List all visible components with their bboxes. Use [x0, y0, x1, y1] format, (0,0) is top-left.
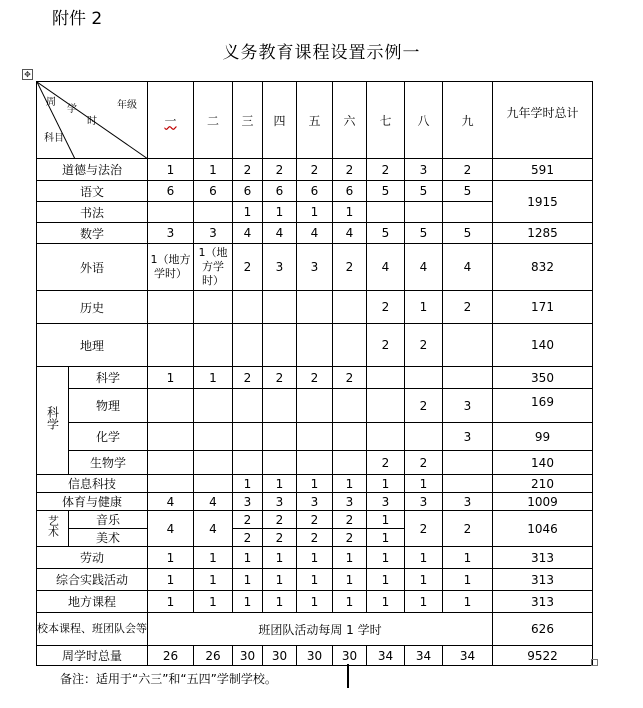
- subject-shuxue: 数学: [37, 223, 148, 244]
- cell: 3: [148, 223, 194, 244]
- table-row: [37, 493, 593, 511]
- cell: 2: [405, 511, 443, 547]
- cell: [148, 324, 194, 367]
- cell: 3: [443, 389, 493, 423]
- grade-2-header: 二: [194, 82, 233, 159]
- subject-zonghe: 综合实践活动: [37, 569, 148, 591]
- header-diag-nianji: 年级: [117, 100, 137, 111]
- cell: [297, 324, 333, 367]
- table-row: [37, 569, 593, 591]
- cell: 5: [405, 181, 443, 202]
- cell: 1: [297, 475, 333, 493]
- table-row: [37, 591, 593, 613]
- cell: 3: [263, 493, 297, 511]
- cell: 1: [333, 569, 367, 591]
- cell: 4: [297, 223, 333, 244]
- table-row: [37, 367, 593, 389]
- table-row: [37, 511, 593, 529]
- cell: 3: [233, 493, 263, 511]
- total-cell: 1009: [493, 493, 593, 511]
- header-diag-kemu: 科目: [44, 133, 64, 144]
- cell: [297, 451, 333, 475]
- cell: 1: [297, 591, 333, 613]
- total-cell: 169: [493, 389, 593, 423]
- cell: 1: [333, 547, 367, 569]
- cell: 3: [263, 244, 297, 291]
- cell: 2: [263, 529, 297, 547]
- cell: 2: [367, 159, 405, 181]
- cell: 1: [367, 511, 405, 529]
- cell: 1: [263, 569, 297, 591]
- cell: 2: [233, 159, 263, 181]
- cell: [194, 202, 233, 223]
- table-row: [37, 324, 593, 367]
- cell: 1: [367, 529, 405, 547]
- cell: 2: [443, 291, 493, 324]
- table-row: [37, 223, 593, 244]
- cell: 30: [297, 646, 333, 666]
- total-cell: 1046: [493, 511, 593, 547]
- cell: [443, 367, 493, 389]
- footnote: 备注：适用于“六三”和“五四”学制学校。: [60, 672, 277, 686]
- cell: [333, 451, 367, 475]
- cell: 1: [405, 291, 443, 324]
- cell: 5: [443, 223, 493, 244]
- total-cell: 1285: [493, 223, 593, 244]
- cell: 6: [233, 181, 263, 202]
- cell: 1（地方学时）: [194, 244, 233, 291]
- subject-xiaoben: 校本课程、班团队会等: [37, 613, 148, 646]
- cell: 1: [263, 591, 297, 613]
- cell: [148, 423, 194, 451]
- cell: 2: [405, 324, 443, 367]
- subject-daode: 道德与法治: [37, 159, 148, 181]
- subject-meishu: 美术: [69, 529, 148, 547]
- cell: 1: [233, 547, 263, 569]
- cell: 2: [405, 389, 443, 423]
- cell: [333, 389, 367, 423]
- grade-1-label: 一: [164, 113, 177, 128]
- subject-wuli: 物理: [69, 389, 148, 423]
- cell: 26: [194, 646, 233, 666]
- cell: 2: [333, 511, 367, 529]
- cell: 26: [148, 646, 194, 666]
- cell: [194, 389, 233, 423]
- cell: [263, 324, 297, 367]
- cell: [263, 451, 297, 475]
- cell: [263, 389, 297, 423]
- cell: 2: [233, 367, 263, 389]
- cell: 6: [194, 181, 233, 202]
- total-cell: 140: [493, 451, 593, 475]
- cell: 4: [263, 223, 297, 244]
- cell: 2: [233, 244, 263, 291]
- cell: 1: [194, 367, 233, 389]
- table-row: [37, 244, 593, 291]
- cell: 2: [297, 511, 333, 529]
- cell: 4: [443, 244, 493, 291]
- grade-7-header: 七: [367, 82, 405, 159]
- total-cell: 313: [493, 591, 593, 613]
- total-cell: 313: [493, 547, 593, 569]
- cell: [405, 423, 443, 451]
- cell: 34: [443, 646, 493, 666]
- total-header: 九年学时总计: [493, 82, 593, 159]
- group-yishu-label: 艺术: [46, 515, 60, 537]
- total-cell: 1915: [493, 181, 593, 223]
- grade-4-header: 四: [263, 82, 297, 159]
- cell: 4: [148, 511, 194, 547]
- cell: 1: [367, 569, 405, 591]
- cell: [263, 291, 297, 324]
- cell: 4: [194, 511, 233, 547]
- cell: 2: [443, 511, 493, 547]
- table-row: [37, 613, 593, 646]
- header-diag-shi: 时: [87, 116, 97, 127]
- cell: [443, 324, 493, 367]
- cell: 1: [367, 591, 405, 613]
- cell: [233, 451, 263, 475]
- cell: 1: [233, 475, 263, 493]
- cell: 1: [405, 547, 443, 569]
- cell: [148, 389, 194, 423]
- cell: 2: [297, 529, 333, 547]
- subject-dili: 地理: [37, 324, 148, 367]
- cell: 4: [194, 493, 233, 511]
- cell: 4: [367, 244, 405, 291]
- cell: [367, 367, 405, 389]
- table-row: [37, 159, 593, 181]
- cell: 1: [148, 547, 194, 569]
- cell: [194, 423, 233, 451]
- cell: 30: [263, 646, 297, 666]
- table-row: [37, 646, 593, 666]
- cell: 1: [233, 591, 263, 613]
- grade-5-header: 五: [297, 82, 333, 159]
- cell: 3: [405, 159, 443, 181]
- total-cell: 832: [493, 244, 593, 291]
- cell: 1: [194, 547, 233, 569]
- cell: 2: [367, 451, 405, 475]
- cell: 1: [148, 569, 194, 591]
- cell: [233, 389, 263, 423]
- cell: 2: [233, 511, 263, 529]
- cell: 30: [333, 646, 367, 666]
- table-row: [37, 423, 593, 451]
- cell: 2: [333, 159, 367, 181]
- text-cursor: [347, 664, 349, 688]
- subject-waiyu: 外语: [37, 244, 148, 291]
- cell: 4: [333, 223, 367, 244]
- cell: 4: [233, 223, 263, 244]
- subject-zhou-total: 周学时总量: [37, 646, 148, 666]
- table-row: [37, 451, 593, 475]
- subject-yinyue: 音乐: [69, 511, 148, 529]
- table-move-handle-icon[interactable]: ✥: [22, 69, 33, 80]
- subject-shengwu: 生物学: [69, 451, 148, 475]
- cell: 30: [233, 646, 263, 666]
- cell: [405, 367, 443, 389]
- cell: 1: [148, 367, 194, 389]
- cell: 1: [263, 475, 297, 493]
- cell: [367, 423, 405, 451]
- subject-xinxi: 信息科技: [37, 475, 148, 493]
- cell: [233, 291, 263, 324]
- table-row: [37, 475, 593, 493]
- total-cell: 350: [493, 367, 593, 389]
- cell: 1: [263, 202, 297, 223]
- cell: 2: [263, 159, 297, 181]
- cell: 5: [443, 181, 493, 202]
- cell: 2: [443, 159, 493, 181]
- cell: 3: [443, 423, 493, 451]
- cell: 3: [443, 493, 493, 511]
- cell: [148, 202, 194, 223]
- cell: 1: [233, 202, 263, 223]
- cell: [367, 202, 405, 223]
- cell: 1: [405, 591, 443, 613]
- cell: [233, 324, 263, 367]
- cell: 2: [297, 367, 333, 389]
- cell: 2: [333, 367, 367, 389]
- cell: 1: [333, 202, 367, 223]
- table-row: [37, 389, 593, 423]
- table-row: [37, 547, 593, 569]
- header-diag-zhou: 周: [46, 97, 56, 108]
- cell: [405, 202, 443, 223]
- subject-difang: 地方课程: [37, 591, 148, 613]
- cell: 2: [263, 511, 297, 529]
- cell: 1: [194, 159, 233, 181]
- cell: 5: [405, 223, 443, 244]
- cell: 1: [263, 547, 297, 569]
- cell: 6: [263, 181, 297, 202]
- header-row: [37, 82, 593, 159]
- grade-1-header: [148, 82, 194, 159]
- total-cell: 210: [493, 475, 593, 493]
- subject-lishi: 历史: [37, 291, 148, 324]
- subject-shufa: 书法: [37, 202, 148, 223]
- cell: 1: [297, 202, 333, 223]
- annex-label: 附件 2: [52, 9, 103, 29]
- cell: [367, 389, 405, 423]
- cell: 1: [148, 591, 194, 613]
- cell: [148, 475, 194, 493]
- subject-huaxue: 化学: [69, 423, 148, 451]
- cell: 3: [194, 223, 233, 244]
- cell: 2: [297, 159, 333, 181]
- subject-kexue: 科学: [69, 367, 148, 389]
- cell: 1: [233, 569, 263, 591]
- cell: [443, 451, 493, 475]
- cell: 1: [443, 591, 493, 613]
- cell: [148, 291, 194, 324]
- grade-8-header: 八: [405, 82, 443, 159]
- table-row: [37, 181, 593, 202]
- subject-yuwen: 语文: [37, 181, 148, 202]
- cell: 4: [405, 244, 443, 291]
- curriculum-table: [36, 81, 593, 666]
- grade-3-header: 三: [233, 82, 263, 159]
- total-cell: 313: [493, 569, 593, 591]
- merged-cell-bantuan: 班团队活动每周 1 学时: [148, 613, 493, 646]
- cell: 3: [333, 493, 367, 511]
- cell: 34: [405, 646, 443, 666]
- cell: [297, 291, 333, 324]
- cell: [194, 291, 233, 324]
- subject-laodong: 劳动: [37, 547, 148, 569]
- header-diag-xue: 学: [67, 104, 77, 115]
- cell: 1: [405, 569, 443, 591]
- cell: [333, 423, 367, 451]
- group-kexue-label: 科学: [45, 406, 60, 430]
- cell: 1: [333, 475, 367, 493]
- cell: [443, 202, 493, 223]
- cell: 1（地方学时）: [148, 244, 194, 291]
- cell: [194, 475, 233, 493]
- cell: 6: [297, 181, 333, 202]
- total-cell: 140: [493, 324, 593, 367]
- cell: 1: [148, 159, 194, 181]
- cell: [333, 324, 367, 367]
- cell: 6: [333, 181, 367, 202]
- cell: 1: [194, 569, 233, 591]
- cell: [297, 389, 333, 423]
- cell: 2: [333, 529, 367, 547]
- cell: [194, 451, 233, 475]
- cell: 1: [333, 591, 367, 613]
- cell: [263, 423, 297, 451]
- cell: 1: [443, 569, 493, 591]
- cell: 3: [367, 493, 405, 511]
- cell: 6: [148, 181, 194, 202]
- cell: 34: [367, 646, 405, 666]
- cell: 1: [443, 547, 493, 569]
- total-cell: 591: [493, 159, 593, 181]
- group-kexue: [37, 367, 69, 475]
- cell: [297, 423, 333, 451]
- cell: [233, 423, 263, 451]
- grade-6-header: 六: [333, 82, 367, 159]
- cell: 5: [367, 223, 405, 244]
- cell: 2: [233, 529, 263, 547]
- cell: 2: [367, 291, 405, 324]
- cell: 3: [297, 244, 333, 291]
- header-diagonal-cell: [37, 82, 148, 159]
- cell: 3: [297, 493, 333, 511]
- table-resize-handle[interactable]: [591, 659, 598, 666]
- group-yishu: [37, 511, 69, 547]
- cell: 1: [405, 475, 443, 493]
- total-cell: 99: [493, 423, 593, 451]
- cell: [194, 324, 233, 367]
- cell: 2: [367, 324, 405, 367]
- cell: 4: [148, 493, 194, 511]
- total-cell: 626: [493, 613, 593, 646]
- total-cell: 171: [493, 291, 593, 324]
- cell: 1: [297, 569, 333, 591]
- cell: 2: [405, 451, 443, 475]
- cell: 1: [367, 475, 405, 493]
- grade-9-header: 九: [443, 82, 493, 159]
- cell: 2: [333, 244, 367, 291]
- table-row: [37, 291, 593, 324]
- cell: [148, 451, 194, 475]
- cell: 2: [263, 367, 297, 389]
- total-cell: 9522: [493, 646, 593, 666]
- cell: [333, 291, 367, 324]
- cell: 1: [297, 547, 333, 569]
- cell: 3: [405, 493, 443, 511]
- cell: 5: [367, 181, 405, 202]
- cell: 1: [367, 547, 405, 569]
- subject-tiyu: 体育与健康: [37, 493, 148, 511]
- cell: [443, 475, 493, 493]
- document-title: 义务教育课程设置示例一: [222, 43, 421, 63]
- cell: 1: [194, 591, 233, 613]
